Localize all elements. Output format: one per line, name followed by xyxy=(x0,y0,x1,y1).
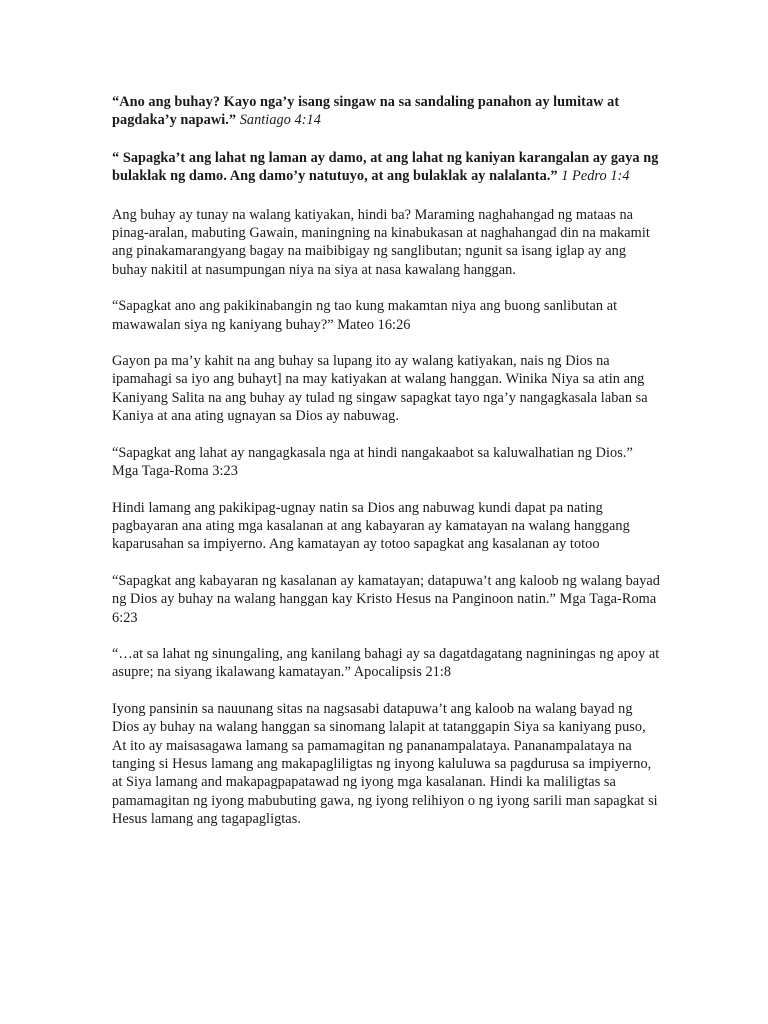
verse-reference: 1 Pedro 1:4 xyxy=(561,168,630,185)
paragraph-eternal-life: Gayon pa ma’y kahit na ang buhay sa lupang ito ay walang katiyakan, nais ng Dios na ipamahagi sa iyo ang buhayt] na may katiyakan at walang hanggan. Winika Niya sa atin ang Kaniyang Salita na ang buhay ay tulad ng singaw sapagkat tayo nga’y nangagkasala laban sa Kaniya at ana ating ugnayan sa Dios ay nabuwag. xyxy=(112,353,648,425)
paragraph-faith: Iyong pansinin sa nauunang sitas na nagsasabi datapuwa’t ang kaloob na walang bayad ng Dios ay buhay na walang hanggan sa sinomang lalapit at tatanggapin Siya sa kaniyang puso, At ito ay maisasagawa lamang sa pamamagitan ng pananampalataya. Pananampalataya na tanging si Hesus lamang ang makapagliligtas ng inyong kaluluwa sa pagdurusa sa impiyerno, at Siya lamang and makapagpapatawad ng iyong mga kasalanan. Hindi ka maliligtas sa pamamagitan ng iyong mabubuting gawa, ng iyong relihiyon o ng iyong sarili man sapagkat si Hesus lamang ang tagapagligtas. xyxy=(112,700,658,828)
document-body xyxy=(112,93,660,847)
verse-roma-3-23: “Sapagkat ang lahat ay nangagkasala nga at hindi nangakaabot sa kaluwalhatian ng Dios.” Mga Taga-Roma 3:23 xyxy=(112,444,633,480)
verse-mateo: “Sapagkat ano ang pakikinabangin ng tao kung makamtan niya ang buong sanlibutan at mawawalan siya ng kaniyang buhay?” Mateo 16:26 xyxy=(112,298,618,333)
paragraph-uncertain-life: Ang buhay ay tunay na walang katiyakan, hindi ba? Maraming naghahangad ng mataas na pinag-aralan, mabuting Gawain, maningning na kinabukasan at naghahangad din na makamit ang pinakamarangyang bagay na maibibigay ng sanglibutan; ngunit sa isang iglap ay ang buhay nakitil at nasumpungan niya na siya at nasa kawalang hanggan. xyxy=(112,206,650,278)
verse-text: “Ano ang buhay? Kayo nga’y isang singaw na sa sandaling panahon ay lumitaw at pagdaka’y napawi.” xyxy=(112,94,620,129)
paragraph-penalty: Hindi lamang ang pakikipag-ugnay natin sa Dios ang nabuwag kundi dapat pa nating pagbayaran ana ating mga kasalanan at ang kabayaran ay kamatayan na walang hanggang kaparusahan sa impiyerno. Ang kamatayan ay totoo sapagkat ang kasalanan ay totoo xyxy=(112,499,630,553)
verse-reference: Santiago 4:14 xyxy=(239,112,321,129)
verse-santiago xyxy=(112,93,660,130)
verse-pedro xyxy=(112,149,660,186)
verse-roma-6-23: “Sapagkat ang kabayaran ng kasalanan ay kamatayan; datapuwa’t ang kaloob ng walang bayad ng Dios ay buhay na walang hanggan kay Kristo Hesus na Panginoon natin.” Mga Taga-Roma 6:23 xyxy=(112,572,660,626)
verse-apocalipsis: “…at sa lahat ng sinungaling, ang kanilang bahagi ay sa dagatdagatang nagniningas ng apoy at asupre; na siyang ikalawang kamatayan.” Apocalipsis 21:8 xyxy=(112,645,660,681)
verse-text: “ Sapagka’t ang lahat ng laman ay damo, at ang lahat ng kaniyan karangalan ay gaya ng bulaklak ng damo. Ang damo’y natutuyo, at ang bulaklak ay nalalanta.” xyxy=(112,149,659,185)
